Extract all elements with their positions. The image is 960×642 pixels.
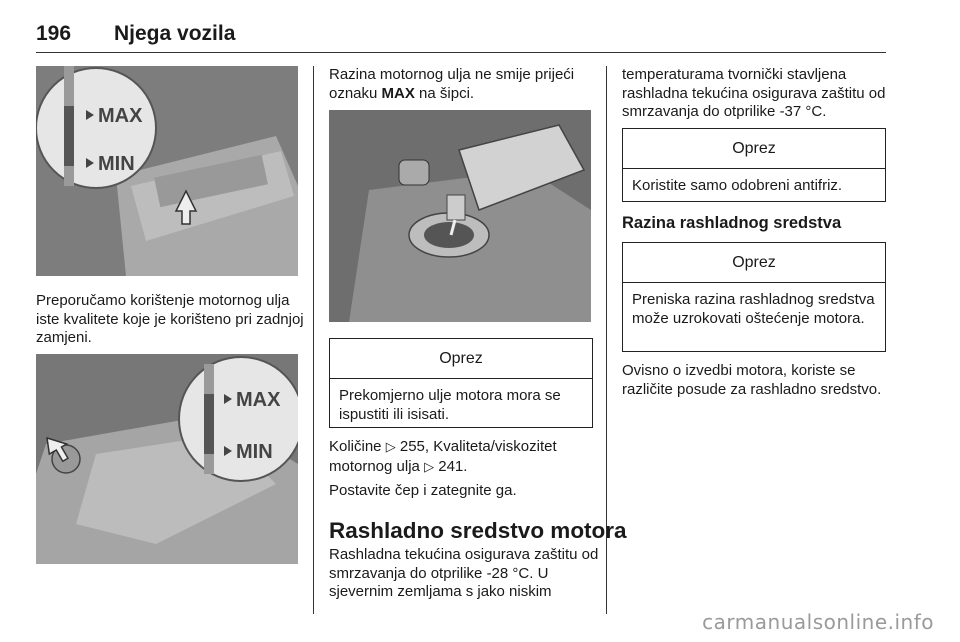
paragraph: Rashladna tekućina osigurava zaštitu od smrzavanja do otprilike -28 °C. U sjevernim zemljama s jako niskim	[329, 546, 599, 600]
section-heading: Rashladno sredstvo motora	[329, 518, 627, 543]
min-label: MIN	[98, 153, 135, 175]
page-number: 196	[36, 22, 72, 45]
paragraph: Postavite čep i zategnite ga.	[329, 482, 517, 499]
caution-title: Oprez	[623, 243, 885, 283]
page-ref-icon: ▷	[385, 440, 396, 455]
subsection-heading: Razina rashladnog sredstva	[622, 214, 842, 232]
caution-title: Oprez	[623, 129, 885, 169]
engine-dipstick-image-2	[36, 354, 298, 564]
paragraph: temperaturama tvornički stavljena rashladna tekućina osigurava zaštitu od smrzavanja do otprilike -37 °C.	[622, 66, 886, 120]
page-title: Njega vozila	[114, 22, 236, 45]
oil-filling-image	[329, 110, 591, 322]
page-header	[36, 22, 886, 53]
engine-dipstick-image-1	[36, 66, 298, 276]
column-divider	[313, 66, 314, 614]
caution-box	[329, 338, 593, 428]
caution-text: Preniska razina rashladnog sredstva može uzrokovati oštećenje motora.	[632, 291, 875, 327]
max-label: MAX	[98, 105, 143, 127]
paragraph: Razina motornog ulja ne smije prijeći oznaku MAX na šipci.	[329, 66, 575, 102]
caution-box	[622, 128, 886, 202]
max-label: MAX	[236, 389, 281, 411]
caution-box	[622, 242, 886, 352]
paragraph: Ovisno o izvedbi motora, koriste se različite posude za rashladno sredstvo.	[622, 362, 882, 398]
caution-title: Oprez	[330, 339, 592, 379]
paragraph-quantities: Količine ▷ 255, Kvaliteta/viskozitet motornog ulja ▷ 241.	[329, 438, 557, 475]
paragraph: Preporučamo korištenje motornog ulja iste kvalitete koje je korišteno pri zadnjoj zamjeni.	[36, 292, 304, 346]
min-label: MIN	[236, 441, 273, 463]
watermark: carmanualsonline.info	[702, 610, 934, 634]
caution-text: Prekomjerno ulje motora mora se ispustiti ili isisati.	[339, 387, 561, 423]
page-ref-icon: ▷	[424, 459, 435, 475]
caution-text: Koristite samo odobreni antifriz.	[632, 177, 843, 194]
